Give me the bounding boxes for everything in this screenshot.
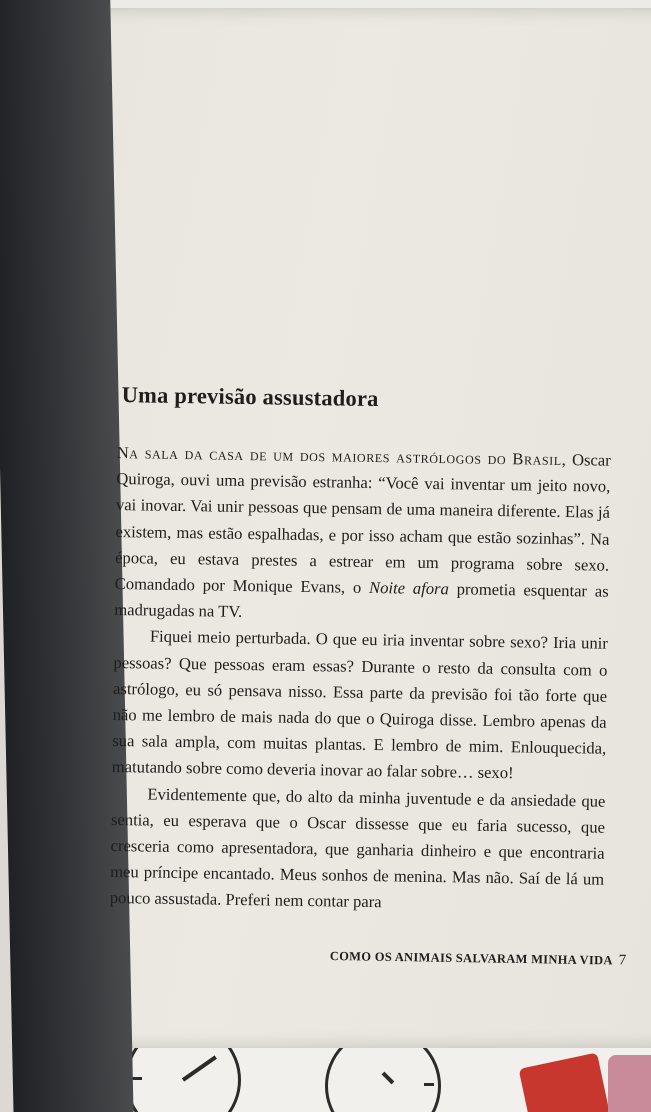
paragraph-text: Oscar Quiroga, ouvi uma previsão estranha: “Você vai inventar um jeito novo, vai inovar. Vai unir pessoas que pensam de uma maneira diferente. Elas já existem, mas estão espalhadas, e por isso acham que estão sozinhas”. Na época, eu estava prestes a estrear em um programa sobre sexo. Comandado por Monique Evans, o	[114, 450, 611, 597]
page-number: 7	[618, 952, 627, 969]
paragraph-text-end: prometia esquentar as madrugadas na TV.	[114, 579, 609, 622]
paragraph-lead-smallcaps: Na sala da casa de um dos maiores astrólogos do Brasil,	[116, 442, 567, 470]
clock-tick	[424, 1083, 434, 1086]
page-content	[110, 376, 612, 919]
chapter-title: Uma previsão assustadora	[121, 382, 379, 412]
clock-tick	[132, 1077, 142, 1080]
paragraph-1	[114, 440, 611, 631]
paragraph-3: Evidentemente que, do alto da minha juventude e da ansiedade que sentia, eu esperava que o Oscar dissesse que eu faria sucesso, que cresceria como apresentadora, que ganharia dinheiro e que encontraria meu príncipe encantado. Meus sonhos de menina. Mas não. Saí de lá um pouco assustada. Preferi nem contar para	[109, 784, 606, 912]
clock-hand	[382, 1072, 395, 1085]
running-title: COMO OS ANIMAIS SALVARAM MINHA VIDA	[329, 948, 613, 968]
pink-object	[608, 1055, 651, 1112]
program-title-italic: Noite afora	[368, 577, 449, 599]
paragraph-2: Fiquei meio perturbada. O que eu iria inventar sobre sexo? Iria unir pessoas? Que pessoas eram essas? Durante o resto da consulta com o astrólogo, eu só pensava nisso. Essa parte da previsão foi tão forte que não me lembro de mais nada do que o Quiroga disse. Lembro apenas da sua sala ampla, com muitas plantas. E lembro de mim. Enlouquecida, matutando sobre como deveria inovar ao falar sobre… sexo!	[111, 626, 609, 783]
clock-hand	[182, 1055, 217, 1081]
